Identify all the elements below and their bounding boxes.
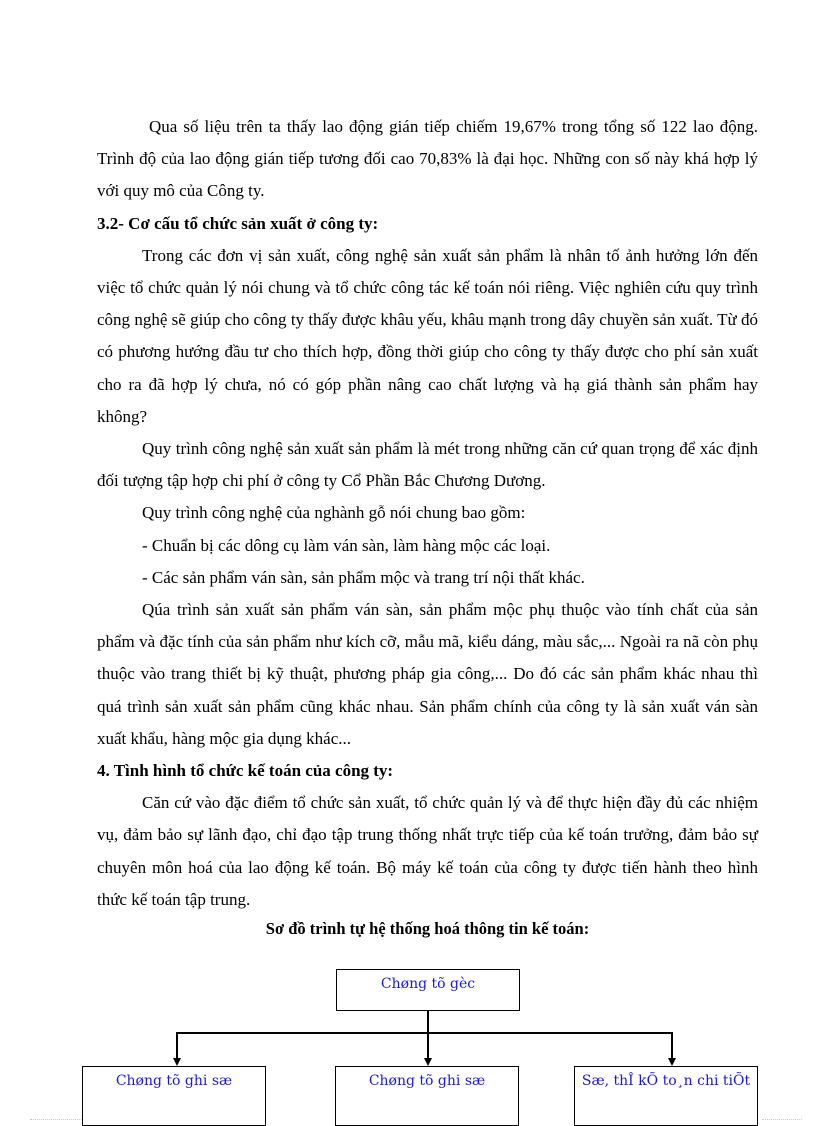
box-original-documents-label: Chøng tõ gèc	[380, 976, 476, 992]
box-original-documents	[336, 969, 520, 1011]
arrow-middle	[424, 1058, 432, 1066]
connector-horizontal	[176, 1032, 672, 1034]
heading-production-structure: 3.2- Cơ cấu tổ chức sản xuất ở công ty:	[97, 213, 379, 233]
box-voucher-left-label: Chøng tõ ghi sæ	[115, 1073, 233, 1089]
diagram-title: Sơ đồ trình tự hệ thống hoá thông tin kế toán:	[265, 919, 590, 938]
connector-left	[176, 1032, 178, 1058]
connector-middle	[427, 1032, 429, 1058]
arrow-left	[173, 1058, 181, 1066]
box-voucher-middle	[335, 1066, 519, 1126]
box-detail-ledger	[574, 1066, 758, 1126]
body-text	[97, 111, 758, 916]
paragraph-production-technology: Trong các đơn vị sản xuất, công nghệ sản xuất sản phẩm là nhân tố ảnh hưởng lớn đến việc tổ chức quản lý nói chung và tổ chức công tác kế toán nói riêng. Việc nghiên cứu quy trình công nghệ sẽ giúp cho công ty thấy được khâu yếu, khâu mạnh trong dây chuyền sản xuất. Từ đó có phương hướng đầu tư cho thích hợp, đồng thời giúp cho công ty thấy được cho phí sản xuất cho ra đã hợp lý chưa, nó có góp phần nâng cao chất lượng và hạ giá thành sản phẩm hay không?	[97, 245, 758, 426]
connector-top-vertical	[427, 1011, 429, 1033]
box-detail-ledger-label: Sæ, thÎ kÕ to¸n chi tiÕt	[581, 1073, 751, 1089]
bullet-products: - Các sản phẩm ván sàn, sản phẩm mộc và trang trí nội thất khác.	[142, 567, 585, 587]
connector-right	[671, 1032, 673, 1058]
bullet-prepare-tools: - Chuẩn bị các dông cụ làm ván sàn, làm hàng mộc các loại.	[142, 535, 551, 555]
paragraph-product-dependency: Qúa trình sản xuất sản phẩm ván sàn, sản phẩm mộc phụ thuộc vào tính chất của sản phẩm và đặc tính của sản phẩm như kích cỡ, mẫu mã, kiểu dáng, màu sắc,... Ngoài ra nã còn phụ thuộc vào trang thiết bị kỹ thuật, phương pháp gia công,... Do đó các sản phẩm khác nhau thì quá trình sản xuất sản phẩm cũng khác nhau. Sản phẩm chính của công ty là sản xuất ván sàn xuất khẩu, hàng mộc gia dụng khác...	[97, 600, 758, 748]
page-edge-dots-left	[30, 1119, 82, 1120]
arrow-right	[668, 1058, 676, 1066]
box-voucher-left	[82, 1066, 266, 1126]
page-edge-dots-right	[762, 1119, 802, 1120]
paragraph-accounting-basis: Căn cứ vào đặc điểm tổ chức sản xuất, tổ chức quản lý và để thực hiện đầy đủ các nhiệm vụ, đảm bảo sự lãnh đạo, chỉ đạo tập trung thống nhất trực tiếp của kế toán trưởng, đảm bảo sự chuyên môn hoá của lao động kế toán. Bộ máy kế toán của công ty được tiến hành theo hình thức kế toán tập trung.	[97, 793, 758, 909]
paragraph-wood-industry-process: Quy trình công nghệ của nghành gỗ nói chung bao gồm:	[142, 503, 526, 523]
paragraph-production-process: Quy trình công nghệ sản xuất sản phẩm là mét trong những căn cứ quan trọng để xác định đối tượng tập hợp chi phí ở công ty Cổ Phần Bắc Chương Dương.	[97, 439, 758, 491]
heading-accounting-organization: 4. Tình hình tổ chức kế toán của công ty:	[97, 761, 394, 781]
box-voucher-middle-label: Chøng tõ ghi sæ	[368, 1073, 486, 1089]
paragraph-labor-stats: Qua số liệu trên ta thấy lao động gián tiếp chiếm 19,67% trong tổng số 122 lao động. Trình độ của lao động gián tiếp tương đối cao 70,83% là đại học. Những con số này khá hợp lý với quy mô của Công ty.	[97, 117, 758, 201]
